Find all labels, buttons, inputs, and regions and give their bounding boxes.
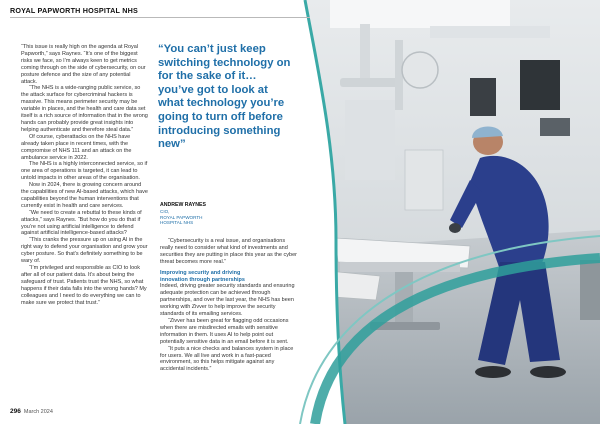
publication-header: ROYAL PAPWORTH HOSPITAL NHS <box>10 6 138 15</box>
attribution-role-line: HOSPITAL NHS <box>160 220 194 226</box>
page-number: 296 <box>10 408 21 415</box>
issue-date: March 2024 <box>23 409 53 415</box>
pull-quote: “You can’t just keep switching technology on for the sake of it… you’ve got to look at what technology you’re going to turn off before introducing something new” <box>158 43 291 151</box>
paragraph: Now in 2024, there is growing concern around the capabilities of new AI-based attacks, which have capabilities beyond the human interventions that currently exist in health and care services. <box>21 182 148 209</box>
attribution-role-line: CIO, <box>160 209 170 214</box>
paragraph: “This cranks the pressure up on using AI in the right way to defend your organisation and grow your cyber posture. So that’s definitely something to be wary of. <box>21 237 148 265</box>
paragraph: Of course, cyberattacks on the NHS have already taken place in recent times, with the compromise of NHS 111 and an attack on the ambulance service in 2022. <box>21 133 132 161</box>
page-footer <box>10 408 53 415</box>
header-divider <box>10 17 310 18</box>
attribution-role <box>160 209 270 226</box>
paragraph: “This issue is really high on the agenda at Royal Papworth,” says Raynes. “It’s one of the biggest risks we face, so I’m always keen to get metrics coming through on the side of cybersecurity, on our posture defence and the size of any potential attack. <box>21 44 146 85</box>
subheading-line: innovation through partnerships <box>160 276 245 283</box>
paragraph: “The NHS is a wide-ranging public service, so the attack surface for cybercriminal hackers is massive. This means perimeter security may be variable in places, and the health and care data set itself is a rich source of information that in the wrong hands can probably provide great insights into helping authenticate and therefore steal data.” <box>21 85 148 133</box>
article-column-left <box>21 44 148 306</box>
attribution-role-line: ROYAL PAPWORTH <box>160 214 203 220</box>
attribution-name: ANDREW RAYNES <box>160 202 206 208</box>
article-column-right <box>160 238 298 373</box>
section-subheading <box>160 270 298 284</box>
subheading-line: Improving security and driving <box>160 269 241 276</box>
paragraph: “Zivver has been great for flagging odd occasions when there are misdirected emails with sensitive information in them. It uses AI to help point out potentially sensitive data in an email before it is sent. <box>160 317 289 345</box>
paragraph: Indeed, driving greater security standards and ensuring adequate protection can be achieved through partnerships, and over the last year, the NHS has been working with Zivver to help improve the security standards of its emailing services. <box>160 283 295 318</box>
paragraph: “I’m privileged and responsible as CIO to look after all of our patient data. It’s about being the safeguard of trust. Patients trust the NHS, so what happens if their data falls into the wrong hands? My colleagues and I need to do everything we can to make sure we protect that trust.” <box>21 265 147 306</box>
paragraph: The NHS is a highly interconnected service, so if one area of operations is targeted, it can lead to untold impacts in other areas of the organisation. <box>21 161 148 182</box>
paragraph: “It puts a nice checks and balances system in place for users. We all live and work in a fast-paced environment, so this helps mitigate against any accidental incidents.” <box>160 345 294 373</box>
paragraph: “Cybersecurity is a real issue, and organisations really need to consider what kind of investments and securities they are putting in place this year as the cyber threat becomes more real.” <box>160 238 297 265</box>
quote-attribution <box>160 202 270 226</box>
paragraph: “We need to create a rebuttal to these kinds of attacks,” says Raynes. “But how do you do that if you’re not using artificial intelligence to defend against artificial intelligence-based attacks? <box>21 209 142 237</box>
